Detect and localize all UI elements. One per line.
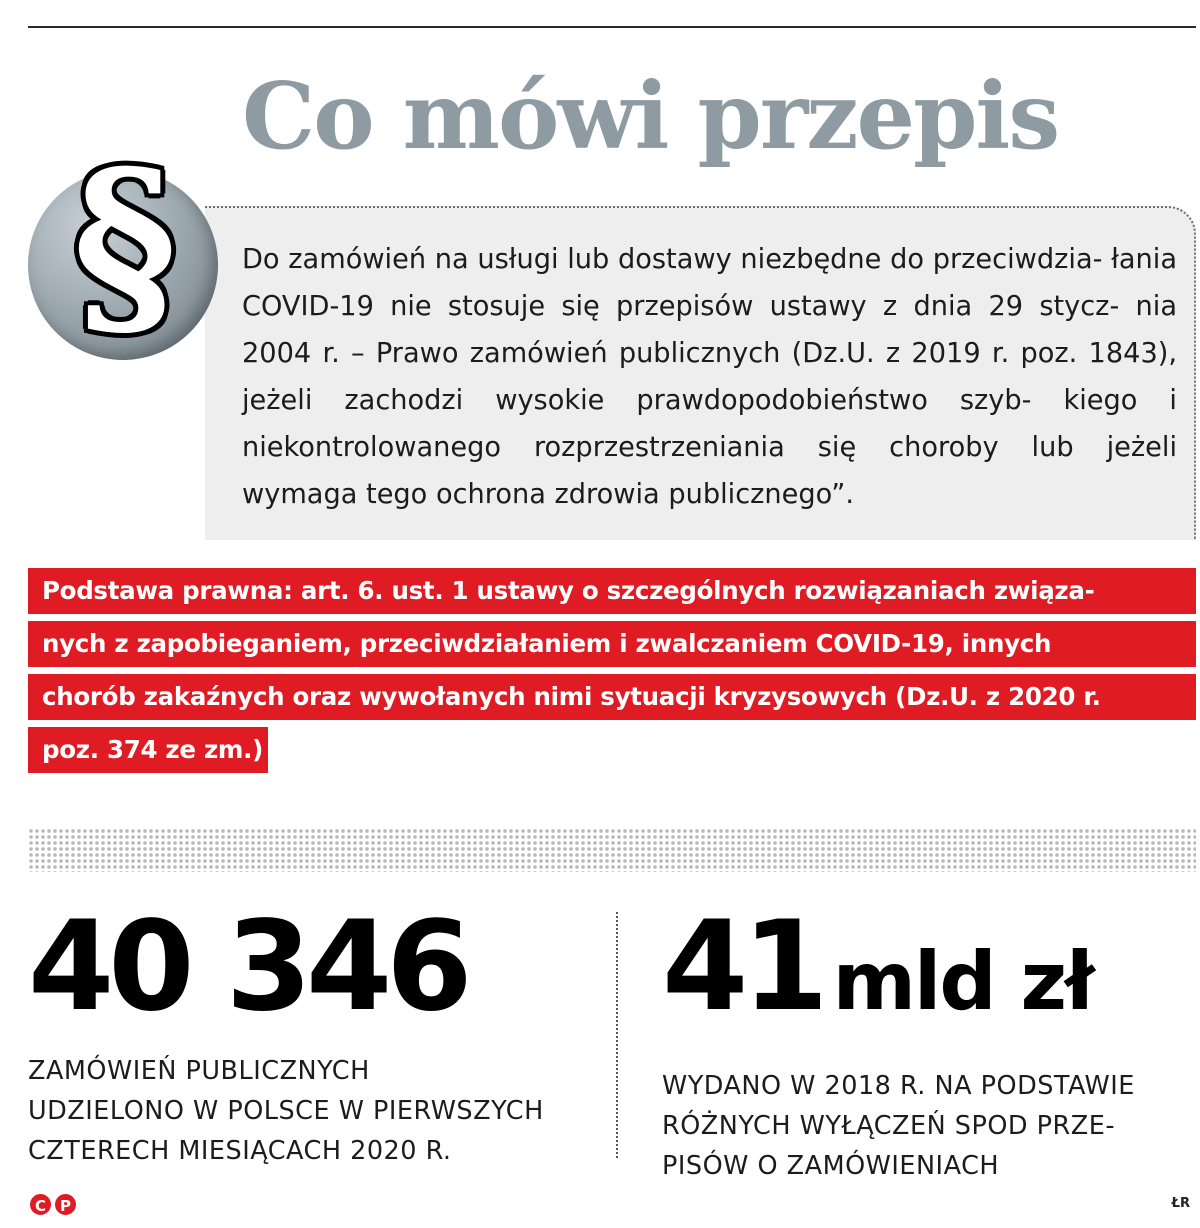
quote-text bbox=[242, 236, 1177, 518]
stat-unit: mld zł bbox=[832, 935, 1093, 1028]
stat-number bbox=[28, 895, 608, 1039]
author-initials: ŁR bbox=[1171, 1196, 1190, 1211]
logo-letter-c: C bbox=[28, 1192, 53, 1217]
paragraph-icon: § bbox=[72, 127, 178, 362]
legal-basis-line: chorób zakaźnych oraz wywołanych nimi sytuacji kryzysowych (Dz.U. z 2020 r. bbox=[28, 674, 1196, 720]
stat-description-line: PISÓW O ZAMÓWIENIACH bbox=[662, 1151, 1000, 1181]
vertical-divider bbox=[616, 912, 618, 1158]
stat-description-line: CZTERECH MIESIĄCACH 2020 R. bbox=[28, 1136, 452, 1166]
legal-basis-line: poz. 374 ze zm.) bbox=[28, 727, 268, 773]
legal-basis-line: nych z zapobieganiem, przeciwdziałaniem i zwalczaniem COVID-19, innych bbox=[28, 621, 1196, 667]
stat-number-value: 40 346 bbox=[28, 895, 467, 1039]
stat-description bbox=[28, 1051, 608, 1171]
quote-line: kiego i niekontrolowanego rozprzestrzeniania się choroby lub bbox=[242, 385, 1177, 463]
stat-description-line: RÓŻNYCH WYŁĄCZEŃ SPOD PRZE- bbox=[662, 1111, 1116, 1141]
stat-description-line: ZAMÓWIEŃ PUBLICZNYCH bbox=[28, 1056, 370, 1086]
quote-line: nia 2004 r. – Prawo zamówień publicznych (Dz.U. z 2019 r. bbox=[242, 291, 1177, 369]
top-rule bbox=[28, 26, 1196, 28]
page-title: Co mówi przepis bbox=[242, 62, 1059, 170]
dotted-separator bbox=[28, 828, 1196, 872]
stat-number-value: 41 bbox=[662, 895, 823, 1039]
stat-description bbox=[662, 1066, 1182, 1186]
publisher-logo bbox=[28, 1192, 78, 1217]
stat-spending bbox=[662, 895, 1182, 1186]
legal-basis-line: Podstawa prawna: art. 6. ust. 1 ustawy o szczególnych rozwiązaniach związa- bbox=[28, 568, 1196, 614]
quote-line: poz. 1843), jeżeli zachodzi wysokie prawdopodobieństwo szyb- bbox=[242, 338, 1177, 416]
stat-orders bbox=[28, 895, 608, 1171]
stat-description-line: UDZIELONO W POLSCE W PIERWSZYCH bbox=[28, 1096, 544, 1126]
legal-basis bbox=[28, 568, 1196, 780]
stat-number bbox=[662, 895, 1182, 1044]
stat-description-line: WYDANO W 2018 R. NA PODSTAWIE bbox=[662, 1071, 1135, 1101]
quote-line: łania COVID-19 nie stosuje się przepisów ustawy z dnia 29 stycz- bbox=[242, 244, 1177, 322]
quote-line: jeżeli wymaga tego ochrona zdrowia publicznego”. bbox=[242, 432, 1177, 510]
quote-line: Do zamówień na usługi lub dostawy niezbędne do przeciwdzia- bbox=[242, 244, 1103, 275]
logo-letter-p: P bbox=[53, 1192, 78, 1217]
